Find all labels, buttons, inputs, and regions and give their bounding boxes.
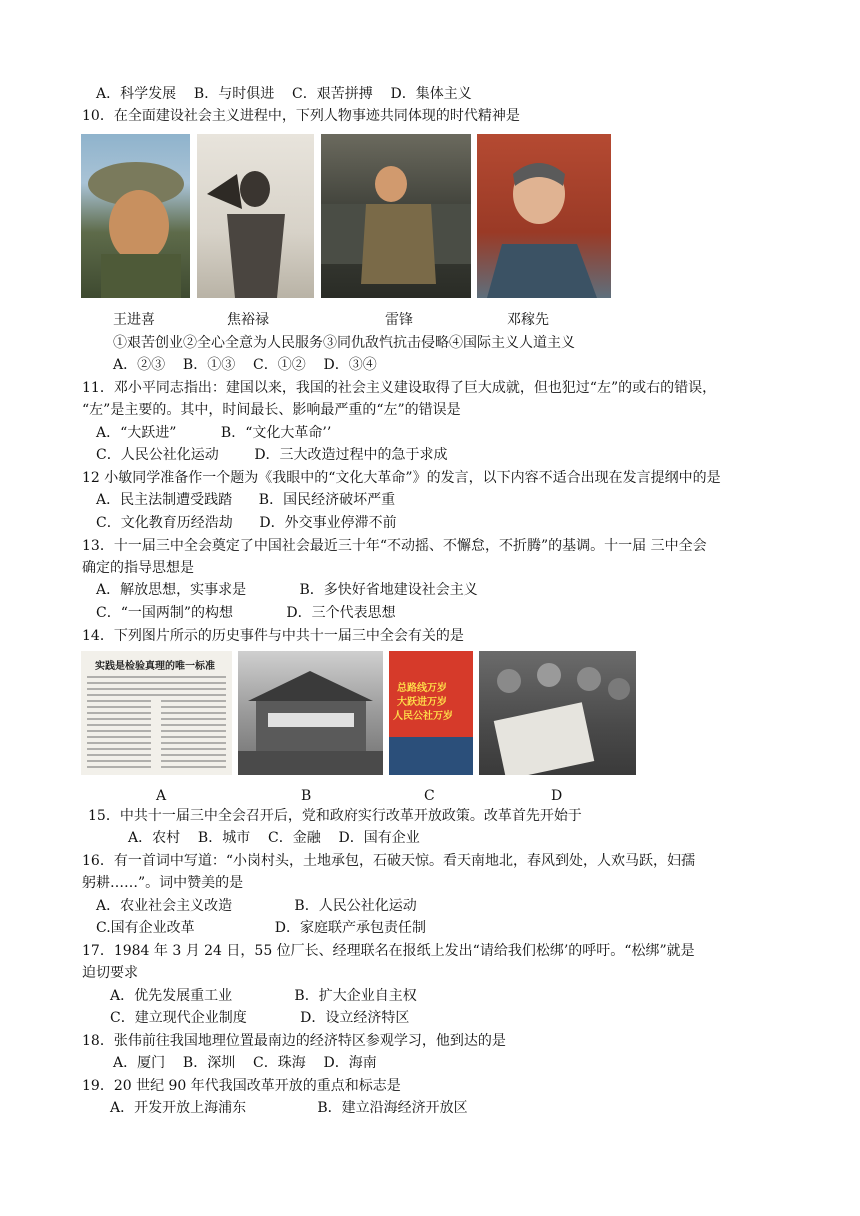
q16-stem-1: 16．有一首词中写道：“小岗村头，土地承包，石破天惊。看天南地北，春风到处，人欢马跃，妇孺	[82, 853, 695, 869]
q14-stem: 14．下列图片所示的历史事件与中共十一届三中全会有关的是	[82, 628, 464, 644]
q10-choices: A．②③ B．①③ C．①② D．③④	[113, 357, 377, 373]
q11-stem-1: 11．邓小平同志指出：建国以来，我国的社会主义建设取得了巨大成就，但也犯过“左”的或右的错误，	[82, 380, 717, 396]
q15-stem: 15．中共十一届三中全会召开后，党和政府实行改革开放政策。改革首先开始于	[88, 808, 582, 824]
poster-slogan-2: 大跃进万岁	[397, 697, 447, 708]
caption-photo-3: 雷锋	[385, 312, 413, 328]
caption-photo-2: 焦裕禄	[227, 312, 269, 328]
q16-choices-ab: A．农业社会主义改造 B．人民公社化运动	[96, 898, 417, 914]
caption-photo-1: 王进喜	[113, 312, 155, 328]
q12-choices-cd: C．文化教育历经浩劫 D．外交事业停滞不前	[96, 515, 397, 531]
q11-choices-ab: A．“大跃进” B．“文化大革命’’	[96, 425, 332, 441]
q19-choices-ab: A．开发开放上海浦东 B．建立沿海经济开放区	[110, 1100, 468, 1116]
q17-stem-1: 17．1984 年 3 月 24 日，55 位厂长、经理联名在报纸上发出“请给我们松绑’的呼吁。“松绑”就是	[82, 943, 695, 959]
photo-jiao-yulu	[197, 134, 314, 298]
q13-stem-2: 确定的指导思想是	[82, 560, 194, 576]
q17-choices-cd: C．建立现代企业制度 D．设立经济特区	[110, 1010, 410, 1026]
q10-stem: 10．在全面建设社会主义进程中，下列人物事迹共同体现的时代精神是	[82, 108, 520, 124]
photo-deng-jiaxian	[477, 134, 611, 298]
q12-choices-ab: A．民主法制遭受践踏 B．国民经济破坏严重	[96, 492, 396, 508]
q13-choices-ab: A．解放思想，实事求是 B．多快好省地建设社会主义	[96, 582, 478, 598]
caption-d: D	[551, 788, 563, 804]
photo-hall	[238, 651, 383, 775]
q18-stem: 18．张伟前往我国地理位置最南边的经济特区参观学习，他到达的是	[82, 1033, 506, 1049]
photo-villagers	[479, 651, 636, 775]
q13-stem-1: 13．十一届三中全会奠定了中国社会最近三十年“不动摇、不懈怠，不折腾”的基调。十一届 三中全会	[82, 538, 707, 554]
q15-choices: A．农村 B．城市 C．金融 D．国有企业	[128, 830, 420, 846]
caption-photo-4: 邓稼先	[507, 312, 549, 328]
q12-stem: 12 小敏同学准备作一个题为《我眼中的“文化大革命”》的发言，以下内容不适合出现在发言提纲中的是	[82, 470, 721, 486]
q10-options: ①艰苦创业②全心全意为人民服务③同仇敌忾抗击侵略④国际主义人道主义	[113, 335, 575, 351]
caption-c: C	[424, 788, 435, 804]
caption-a: A	[156, 788, 167, 804]
q13-choices-cd: C．“一国两制”的构想 D．三个代表思想	[96, 605, 396, 621]
q16-choices-cd: C.国有企业改革 D．家庭联产承包责任制	[96, 920, 426, 936]
q11-choices-cd: C．人民公社化运动 D．三大改造过程中的急于求成	[96, 447, 448, 463]
photo-lei-feng	[321, 134, 471, 298]
photo-poster	[389, 651, 473, 775]
newspaper-headline: 实践是检验真理的唯一标准	[95, 661, 215, 672]
poster-slogan-3: 人民公社万岁	[393, 711, 453, 722]
caption-b: B	[301, 788, 312, 804]
q17-stem-2: 迫切要求	[82, 965, 138, 981]
photo-newspaper	[81, 651, 232, 775]
q9-choices: A．科学发展 B．与时俱进 C．艰苦拼搏 D．集体主义	[96, 86, 472, 102]
q17-choices-ab: A．优先发展重工业 B．扩大企业自主权	[110, 988, 417, 1004]
q11-stem-2: “左”是主要的。其中，时间最长、影响最严重的“左”的错误是	[82, 402, 461, 418]
q19-stem: 19．20 世纪 90 年代我国改革开放的重点和标志是	[82, 1078, 401, 1094]
photo-wang-jinxi	[81, 134, 190, 298]
poster-slogan-1: 总路线万岁	[397, 683, 447, 694]
q16-stem-2: 躬耕……”。词中赞美的是	[82, 875, 244, 891]
q18-choices: A．厦门 B．深圳 C．珠海 D．海南	[113, 1055, 377, 1071]
